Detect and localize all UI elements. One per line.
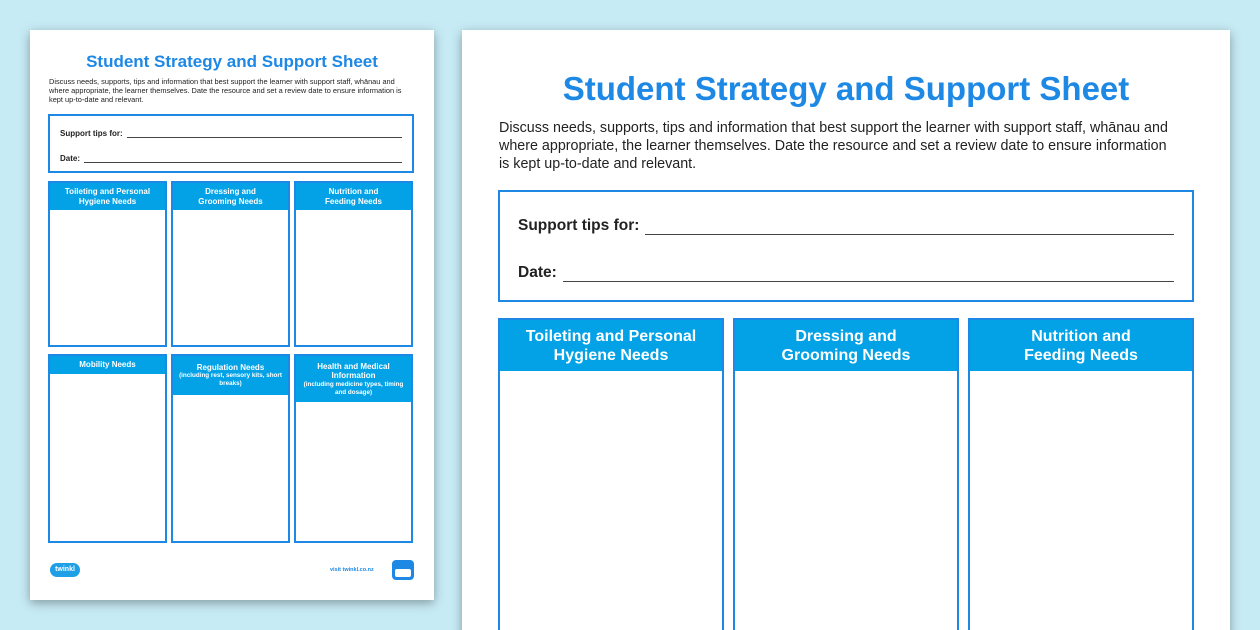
date-line[interactable]	[84, 155, 402, 163]
need-title-line: Health and Medical	[317, 361, 390, 371]
support-tips-label: Support tips for:	[518, 217, 640, 234]
need-title-line: Dressing and	[205, 187, 256, 196]
date-row	[518, 262, 1174, 282]
support-tips-label: Support tips for:	[60, 129, 123, 138]
need-title-line: Toileting and Personal	[525, 327, 697, 345]
need-box-regulation	[171, 354, 290, 543]
need-title-line: Feeding Needs	[325, 196, 382, 206]
need-box-dressing	[733, 318, 959, 630]
date-row	[60, 153, 402, 163]
need-subtitle: (including medicine types, timing and dosage)	[303, 380, 404, 396]
need-box-nutrition	[294, 181, 413, 347]
need-header	[173, 356, 288, 395]
need-title-line: Grooming Needs	[198, 196, 263, 206]
support-tips-row	[60, 128, 402, 138]
date-label: Date:	[518, 264, 557, 281]
need-header	[735, 320, 957, 371]
page-title: Student Strategy and Support Sheet	[562, 70, 1130, 107]
need-title-line: Grooming Needs	[781, 346, 911, 364]
support-tips-line[interactable]	[127, 130, 402, 138]
support-tips-box	[498, 190, 1194, 302]
need-box-mobility	[48, 354, 167, 543]
need-title-line: Nutrition and	[1031, 327, 1131, 345]
need-title-line: Hygiene Needs	[78, 196, 137, 206]
footer-url: visit twinkl.co.nz	[330, 567, 374, 573]
need-box-health	[294, 354, 413, 543]
support-tips-line[interactable]	[645, 219, 1174, 235]
need-title-line: Regulation Needs	[196, 362, 265, 372]
need-box-nutrition	[968, 318, 1194, 630]
need-box-toileting	[498, 318, 724, 630]
sheet-zoomed	[462, 30, 1230, 630]
need-header	[500, 320, 722, 371]
need-title-line: Hygiene Needs	[553, 346, 669, 364]
need-header	[296, 183, 411, 210]
date-line[interactable]	[563, 266, 1174, 282]
need-header	[50, 356, 165, 374]
need-header	[173, 183, 288, 210]
need-title-line: Mobility Needs	[79, 360, 136, 370]
need-header	[970, 320, 1192, 371]
twinkl-logo: twinkl	[50, 563, 80, 577]
sheet-thumbnail	[30, 30, 434, 600]
intro-text: Discuss needs, supports, tips and information that best support the learner with support staff, whānau and where appropriate, the learner themselves. Date the resource and set a review date to ensure information is kept up-to-date and relevant.	[499, 120, 1168, 172]
support-tips-row	[518, 215, 1174, 235]
need-title-line: Feeding Needs	[1024, 346, 1138, 364]
page-title: Student Strategy and Support Sheet	[86, 52, 378, 71]
need-title-line: Nutrition and	[328, 187, 379, 196]
need-subtitle: (including rest, sensory kits, short breaks)	[179, 372, 282, 388]
need-header	[296, 356, 411, 402]
date-label: Date:	[60, 154, 81, 163]
support-tips-box	[48, 114, 414, 173]
need-title-line: Dressing and	[795, 327, 897, 345]
need-box-toileting	[48, 181, 167, 347]
need-title-line: Toileting and Personal	[64, 187, 151, 196]
need-title-line: Information	[331, 371, 376, 380]
intro-text: Discuss needs, supports, tips and information that best support the learner with support staff, whānau and where appropriate, the learner themselves. Date the resource and set a review date to ensure information is kept up-to-date and relevant.	[49, 77, 402, 104]
need-header	[50, 183, 165, 210]
need-box-dressing	[171, 181, 290, 347]
curriculum-badge-icon	[392, 560, 414, 580]
